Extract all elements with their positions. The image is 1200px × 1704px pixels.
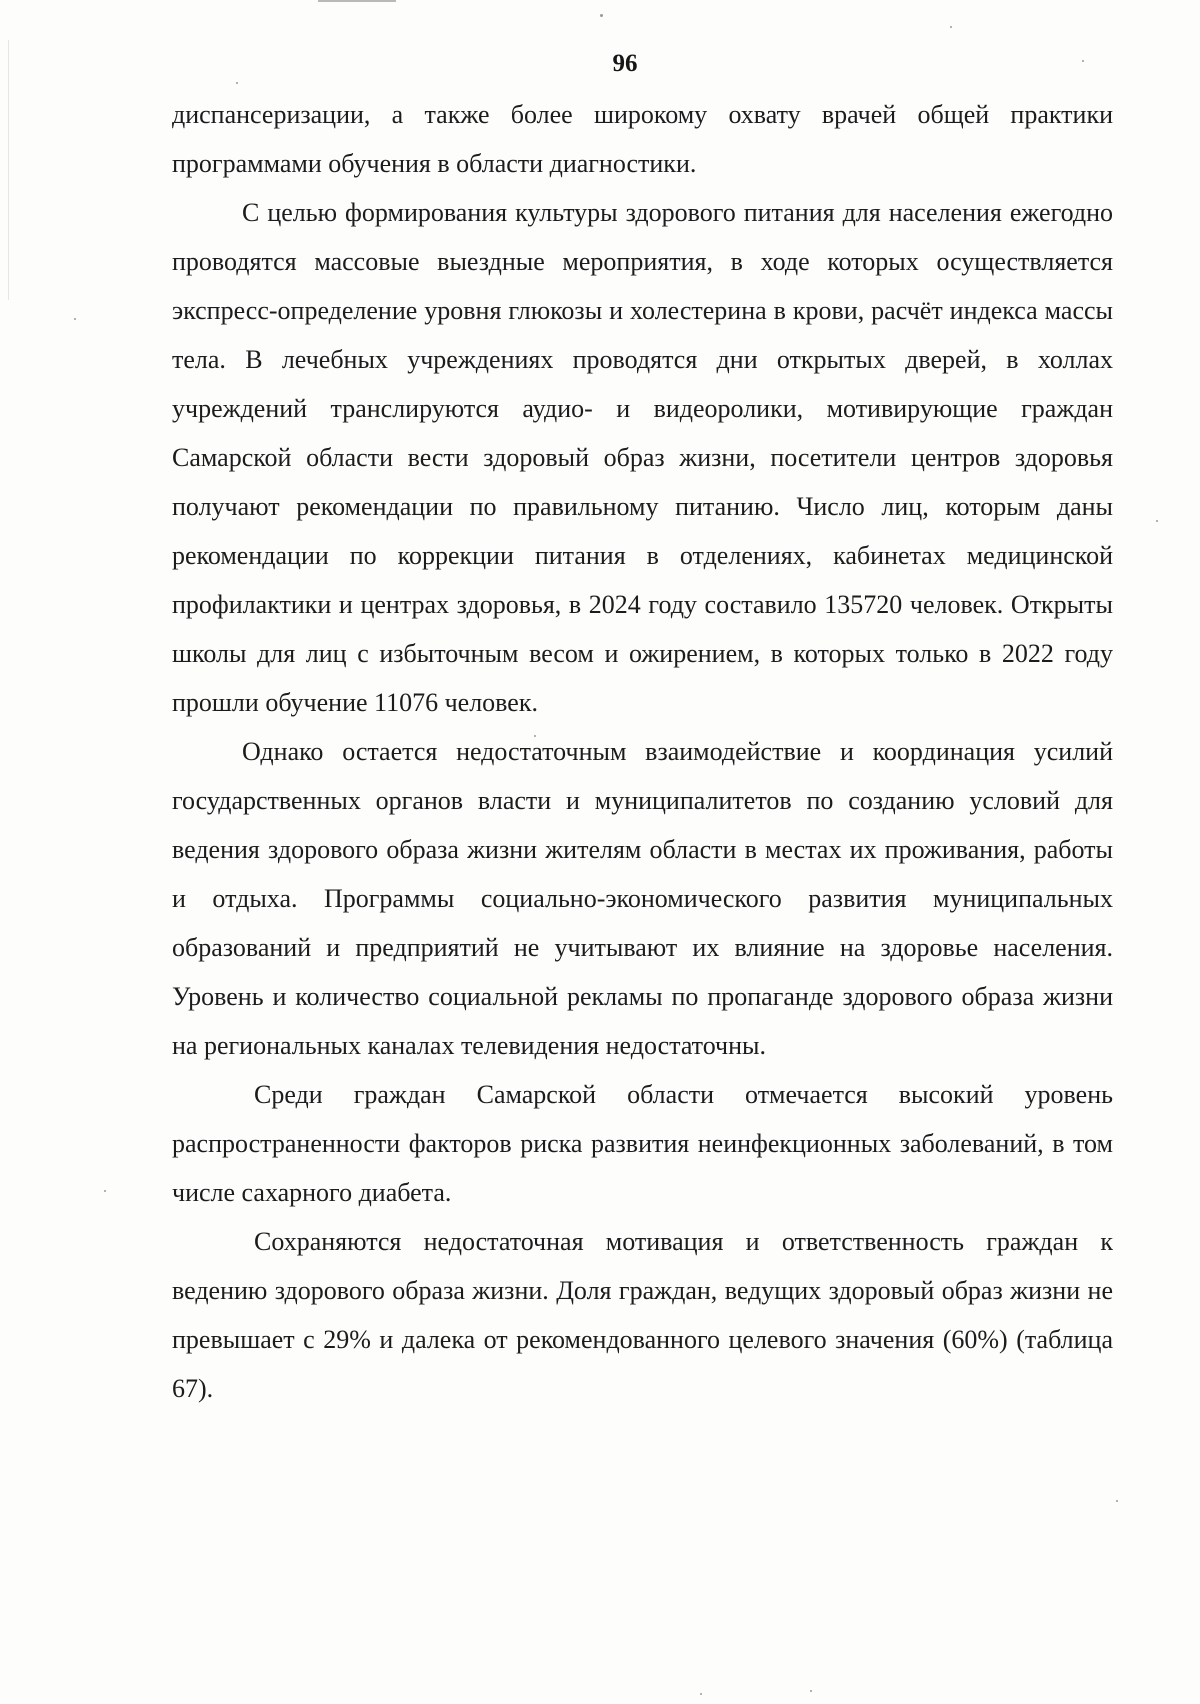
paragraph: С целью формирования культуры здорового питания для населения ежегодно проводятся массовые выездные мероприятия, в ходе которых осуществляется экспресс-определение уровня глюкозы и холестерина в крови, расчёт индекса массы тела. В лечебных учреждениях проводятся дни открытых дверей, в холлах учреждений транслируются аудио- и видеоролики, мотивирующие граждан Самарской области вести здоровый образ жизни, посетители центров здоровья получают рекомендации по правильному питанию. Число лиц, которым даны рекомендации по коррекции питания в отделениях, кабинетах медицинской профилактики и центрах здоровья, в 2024 году составило 135720 человек. Открыты школы для лиц с избыточным весом и ожирением, в которых только в 2022 году прошли обучение 11076 человек. [172, 198, 1113, 717]
document-body [172, 90, 1113, 1413]
scan-artifact-top-line [318, 0, 396, 2]
scan-speck [236, 82, 238, 84]
scan-speck [600, 14, 603, 17]
paragraph: Сохраняются недостаточная мотивация и ответственность граждан к ведению здорового образа жизни. Доля граждан, ведущих здоровый образ жизни не превышает с 29% и далека от рекомендованного целевого значения (60%) (таблица 67). [172, 1227, 1113, 1403]
paragraph: диспансеризации, а также более широкому охвату врачей общей практики программами обучения в области диагностики. [172, 100, 1113, 178]
scan-artifact-left-margin [8, 40, 9, 300]
scan-speck [1116, 1500, 1118, 1502]
scan-speck [104, 1190, 106, 1192]
paragraph: Среди граждан Самарской области отмечается высокий уровень распространенности факторов риска развития неинфекционных заболеваний, в том числе сахарного диабета. [172, 1080, 1113, 1207]
page-number: 96 [612, 50, 638, 77]
paragraph: Однако остается недостаточным взаимодействие и координация усилий государственных органов власти и муниципалитетов по созданию условий для ведения здорового образа жизни жителям области в местах их проживания, работы и отдыха. Программы социально-экономического развития муниципальных образований и предприятий не учитывают их влияние на здоровье населения. Уровень и количество социальной рекламы по пропаганде здорового образа жизни на региональных каналах телевидения недостаточны. [172, 737, 1113, 1060]
scan-speck [700, 1693, 702, 1695]
scan-speck [1156, 520, 1158, 522]
scan-speck [74, 318, 76, 320]
scan-speck [950, 26, 952, 28]
scan-speck [810, 1690, 812, 1692]
